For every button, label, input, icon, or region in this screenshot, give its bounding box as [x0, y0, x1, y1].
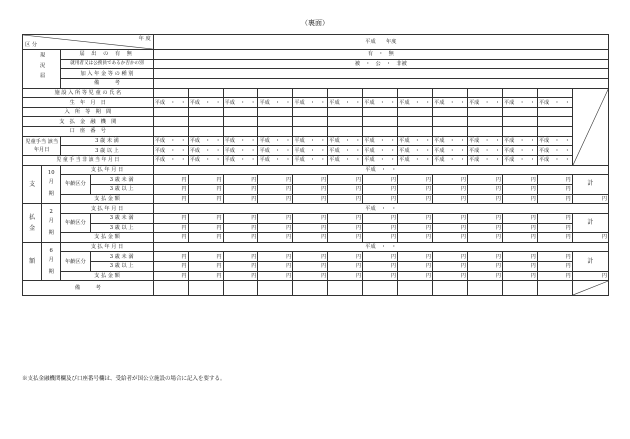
amount-cell[interactable]: 円	[293, 262, 328, 272]
genkyo-biko-value[interactable]	[153, 78, 608, 88]
date-cell[interactable]: 平成 ・ ・	[223, 136, 258, 146]
amount-cell[interactable]: 円	[363, 262, 398, 272]
amount-cell[interactable]: 円	[153, 194, 188, 204]
amount-cell[interactable]: 円	[433, 213, 468, 223]
amount-cell[interactable]: 円	[223, 252, 258, 262]
amount-cell[interactable]: 円	[153, 252, 188, 262]
date-cell[interactable]	[433, 107, 468, 117]
date-cell[interactable]	[363, 127, 398, 137]
date-cell[interactable]: 平成 ・ ・	[363, 156, 398, 166]
kinyu-label: 支 払 金 融 機 関	[23, 117, 154, 127]
date-cell[interactable]	[537, 117, 572, 127]
date-cell[interactable]	[467, 107, 502, 117]
amount-cell[interactable]: 円	[258, 194, 293, 204]
date-cell[interactable]: 平成 ・ ・	[537, 136, 572, 146]
amount-cell[interactable]: 円	[328, 213, 363, 223]
under3-label: 3 歳 未 満	[90, 175, 153, 185]
amount-cell[interactable]: 円	[502, 184, 537, 194]
amount-cell[interactable]: 円	[502, 175, 537, 185]
date-cell[interactable]: 平成 ・ ・	[223, 146, 258, 156]
pay-amount-label: 支 払 金 額	[61, 233, 153, 243]
under3-label: 3 歳 未 満	[90, 252, 153, 262]
todoke-label: 届 出 の 有 無	[61, 50, 153, 60]
pay-date-label: 支 払 年 月 日	[61, 242, 153, 252]
date-cell[interactable]: 平成 ・ ・	[258, 136, 293, 146]
date-cell[interactable]: 平成 ・ ・	[398, 156, 433, 166]
date-cell[interactable]	[223, 107, 258, 117]
amount-cell[interactable]: 円	[328, 223, 363, 233]
age-group-label: 年齢区分	[61, 252, 90, 271]
date-cell[interactable]	[502, 117, 537, 127]
cell[interactable]	[502, 281, 537, 296]
amount-cell[interactable]: 円	[537, 194, 572, 204]
amount-cell[interactable]: 円	[223, 233, 258, 243]
amount-cell[interactable]: 円	[223, 184, 258, 194]
over3-label: 3 歳 以 上	[90, 223, 153, 233]
amount-cell[interactable]: 円	[188, 262, 223, 272]
birth-label: 生 年 月 日	[23, 98, 154, 108]
date-cell[interactable]: 平成 ・ ・	[502, 136, 537, 146]
cell[interactable]	[467, 88, 502, 98]
amount-cell[interactable]: 円	[293, 252, 328, 262]
date-cell[interactable]: 平成 ・ ・	[153, 156, 188, 166]
date-cell[interactable]	[293, 107, 328, 117]
amount-cell[interactable]: 円	[293, 194, 328, 204]
amount-cell[interactable]: 円	[293, 233, 328, 243]
date-cell[interactable]: 平成 ・ ・	[188, 136, 223, 146]
amount-cell[interactable]: 円	[467, 271, 502, 281]
amount-cell[interactable]: 円	[433, 262, 468, 272]
pay-date-value[interactable]: 平成 ・ ・	[153, 242, 608, 252]
period-month-suffix: 月	[48, 218, 54, 225]
cell[interactable]	[537, 88, 572, 98]
amount-cell[interactable]: 円	[433, 271, 468, 281]
date-cell[interactable]: 平成 ・ ・	[328, 136, 363, 146]
shiharai-side-label	[23, 204, 42, 243]
cell[interactable]	[258, 281, 293, 296]
amount-cell[interactable]: 円	[537, 271, 572, 281]
jido-teate-label: 児童手当 該当年月日	[23, 136, 61, 155]
date-cell[interactable]	[398, 127, 433, 137]
date-cell[interactable]: 平成 ・ ・	[398, 136, 433, 146]
pay-amount-label: 支 払 金 額	[61, 194, 153, 204]
shiharai-side-label	[23, 165, 42, 204]
koza-label: 口 座 番 号	[23, 127, 154, 137]
amount-cell[interactable]: 円	[398, 223, 433, 233]
date-cell[interactable]: 平成 ・ ・	[328, 98, 363, 108]
amount-cell[interactable]: 円	[223, 223, 258, 233]
amount-cell[interactable]: 円	[433, 223, 468, 233]
amount-cell[interactable]: 円	[502, 262, 537, 272]
amount-cell[interactable]: 円	[293, 175, 328, 185]
amount-cell[interactable]: 円	[223, 194, 258, 204]
amount-cell[interactable]: 円	[153, 213, 188, 223]
amount-cell[interactable]: 円	[153, 223, 188, 233]
corner-diagonal	[23, 35, 153, 49]
amount-cell[interactable]: 円	[258, 233, 293, 243]
amount-cell[interactable]: 円	[258, 271, 293, 281]
amount-cell[interactable]: 円	[328, 252, 363, 262]
date-cell[interactable]: 平成 ・ ・	[433, 98, 468, 108]
date-cell[interactable]: 平成 ・ ・	[502, 146, 537, 156]
period-month: 6	[49, 247, 53, 254]
amount-cell[interactable]: 円	[537, 213, 572, 223]
amount-cell[interactable]: 円	[398, 213, 433, 223]
date-cell[interactable]	[398, 107, 433, 117]
pay-date-value[interactable]: 平成 ・ ・	[153, 204, 608, 214]
period-month: 2	[49, 209, 53, 216]
cell[interactable]	[223, 88, 258, 98]
date-cell[interactable]	[223, 127, 258, 137]
amount-total-cell[interactable]: 円	[572, 271, 608, 281]
amount-cell[interactable]: 円	[502, 194, 537, 204]
age-group-label: 年齢区分	[61, 175, 90, 194]
date-cell[interactable]	[502, 127, 537, 137]
date-cell[interactable]: 平成 ・ ・	[398, 146, 433, 156]
amount-cell[interactable]: 円	[328, 194, 363, 204]
amount-cell[interactable]: 円	[502, 271, 537, 281]
amount-cell[interactable]: 円	[398, 175, 433, 185]
amount-cell[interactable]: 円	[258, 252, 293, 262]
amount-cell[interactable]: 円	[433, 233, 468, 243]
date-cell[interactable]: 平成 ・ ・	[467, 98, 502, 108]
amount-cell[interactable]: 円	[363, 223, 398, 233]
amount-cell[interactable]: 円	[223, 175, 258, 185]
amount-cell[interactable]: 円	[398, 252, 433, 262]
date-cell[interactable]: 平成 ・ ・	[293, 146, 328, 156]
cell[interactable]	[258, 88, 293, 98]
age-group-label: 年齢区分	[61, 213, 90, 232]
amount-cell[interactable]: 円	[467, 175, 502, 185]
date-cell[interactable]: 平成 ・ ・	[363, 146, 398, 156]
amount-cell[interactable]: 円	[433, 175, 468, 185]
amount-cell[interactable]: 円	[328, 184, 363, 194]
nenkin-value[interactable]	[153, 69, 608, 79]
amount-cell[interactable]: 円	[398, 262, 433, 272]
amount-cell[interactable]: 円	[537, 175, 572, 185]
date-cell[interactable]: 平成 ・ ・	[188, 98, 223, 108]
amount-cell[interactable]: 円	[467, 262, 502, 272]
amount-cell[interactable]: 円	[223, 262, 258, 272]
date-cell[interactable]: 平成 ・ ・	[398, 98, 433, 108]
date-cell[interactable]: 平成 ・ ・	[258, 146, 293, 156]
amount-cell[interactable]: 円	[328, 175, 363, 185]
date-cell[interactable]: 平成 ・ ・	[153, 136, 188, 146]
date-cell[interactable]: 平成 ・ ・	[467, 146, 502, 156]
period-suffix: 期	[48, 191, 54, 198]
amount-cell[interactable]: 円	[502, 213, 537, 223]
amount-cell[interactable]: 円	[398, 184, 433, 194]
date-cell[interactable]: 平成 ・ ・	[433, 156, 468, 166]
amount-cell[interactable]: 円	[363, 194, 398, 204]
period-label	[42, 242, 61, 281]
date-cell[interactable]	[153, 127, 188, 137]
date-cell[interactable]: 平成 ・ ・	[467, 136, 502, 146]
amount-cell[interactable]: 円	[467, 223, 502, 233]
kubun-nendo-corner	[23, 35, 154, 50]
amount-cell[interactable]: 円	[537, 262, 572, 272]
biko-diagonal	[572, 281, 608, 296]
date-cell[interactable]	[153, 117, 188, 127]
amount-cell[interactable]: 円	[467, 252, 502, 262]
date-cell[interactable]	[293, 117, 328, 127]
period-month-suffix: 月	[48, 256, 54, 263]
amount-cell[interactable]: 円	[467, 194, 502, 204]
date-cell[interactable]: 平成 ・ ・	[537, 156, 572, 166]
amount-cell[interactable]: 円	[258, 184, 293, 194]
amount-cell[interactable]: 円	[258, 175, 293, 185]
amount-cell[interactable]: 円	[467, 213, 502, 223]
todoke-value[interactable]: 有 ・ 無	[153, 50, 608, 60]
amount-cell[interactable]: 円	[328, 262, 363, 272]
genkyo-biko-label: 備 考	[61, 78, 153, 88]
amount-cell[interactable]: 円	[223, 271, 258, 281]
pay-amount-label: 支 払 金 額	[61, 271, 153, 281]
cell[interactable]	[363, 281, 398, 296]
amount-cell[interactable]: 円	[188, 233, 223, 243]
period-label	[42, 204, 61, 243]
amount-cell[interactable]: 円	[537, 223, 572, 233]
date-cell[interactable]	[258, 117, 293, 127]
date-cell[interactable]: 平成 ・ ・	[258, 98, 293, 108]
date-cell[interactable]: 平成 ・ ・	[293, 98, 328, 108]
amount-cell[interactable]: 円	[467, 233, 502, 243]
date-cell[interactable]: 平成 ・ ・	[328, 156, 363, 166]
amount-cell[interactable]: 円	[502, 223, 537, 233]
genkyo-label	[23, 50, 61, 89]
amount-cell[interactable]: 円	[293, 271, 328, 281]
date-cell[interactable]	[433, 117, 468, 127]
shisetsu-diagonal	[572, 88, 608, 165]
amount-cell[interactable]: 円	[188, 194, 223, 204]
amount-cell[interactable]: 円	[398, 233, 433, 243]
date-cell[interactable]: 平成 ・ ・	[223, 98, 258, 108]
amount-cell[interactable]: 円	[433, 252, 468, 262]
date-cell[interactable]: 平成 ・ ・	[433, 146, 468, 156]
cell[interactable]	[293, 281, 328, 296]
period-suffix: 期	[48, 268, 54, 275]
date-cell[interactable]: 平成 ・ ・	[293, 156, 328, 166]
date-cell[interactable]	[328, 107, 363, 117]
date-cell[interactable]	[188, 107, 223, 117]
period-suffix: 期	[48, 230, 54, 237]
over3-label: 3 歳 以 上	[61, 146, 153, 156]
date-cell[interactable]	[363, 117, 398, 127]
year-value: 平成 年度	[153, 35, 608, 50]
side-char: 支	[29, 180, 36, 188]
date-cell[interactable]: 平成 ・ ・	[188, 156, 223, 166]
date-cell[interactable]: 平成 ・ ・	[502, 98, 537, 108]
amount-cell[interactable]: 円	[153, 184, 188, 194]
date-cell[interactable]: 平成 ・ ・	[328, 146, 363, 156]
diagonal-line	[573, 89, 608, 165]
under3-label: 3 歳 未 満	[61, 136, 153, 146]
cell[interactable]	[502, 88, 537, 98]
form-table	[22, 34, 609, 296]
amount-total-cell[interactable]: 円	[572, 194, 608, 204]
date-cell[interactable]: 平成 ・ ・	[537, 98, 572, 108]
period-month: 10	[47, 170, 55, 177]
cell[interactable]	[153, 281, 188, 296]
amount-cell[interactable]: 円	[328, 271, 363, 281]
amount-cell[interactable]: 円	[363, 252, 398, 262]
total-cell: 計	[572, 175, 608, 194]
over3-label: 3 歳 以 上	[90, 184, 153, 194]
amount-cell[interactable]: 円	[153, 262, 188, 272]
amount-cell[interactable]: 円	[398, 194, 433, 204]
total-cell: 計	[572, 252, 608, 271]
biko-bottom-label: 備 考	[23, 281, 154, 296]
date-cell[interactable]: 平成 ・ ・	[502, 156, 537, 166]
cell[interactable]	[188, 88, 223, 98]
amount-cell[interactable]: 円	[502, 233, 537, 243]
date-cell[interactable]: 平成 ・ ・	[537, 146, 572, 156]
amount-cell[interactable]: 円	[188, 213, 223, 223]
side-char: 額	[29, 258, 36, 266]
diagonal-line	[573, 281, 608, 295]
cell[interactable]	[433, 88, 468, 98]
total-cell: 計	[572, 213, 608, 232]
cell[interactable]	[188, 281, 223, 296]
date-cell[interactable]: 平成 ・ ・	[153, 98, 188, 108]
amount-cell[interactable]: 円	[537, 233, 572, 243]
amount-cell[interactable]: 円	[258, 223, 293, 233]
amount-cell[interactable]: 円	[363, 213, 398, 223]
amount-cell[interactable]: 円	[433, 194, 468, 204]
date-cell[interactable]: 平成 ・ ・	[363, 136, 398, 146]
amount-cell[interactable]: 円	[293, 223, 328, 233]
under3-label: 3 歳 未 満	[90, 213, 153, 223]
cell[interactable]	[223, 281, 258, 296]
date-cell[interactable]	[537, 127, 572, 137]
cell[interactable]	[433, 281, 468, 296]
pay-date-label: 支 払 年 月 日	[61, 204, 153, 214]
date-cell[interactable]	[363, 107, 398, 117]
cell[interactable]	[467, 281, 502, 296]
hitaisho-label: 児 童 手 当 非 該 当 年 月 日	[23, 156, 154, 166]
shiharai-side-label	[23, 242, 42, 281]
amount-cell[interactable]: 円	[363, 184, 398, 194]
amount-cell[interactable]: 円	[188, 175, 223, 185]
amount-cell[interactable]: 円	[188, 223, 223, 233]
date-cell[interactable]: 平成 ・ ・	[467, 156, 502, 166]
cell[interactable]	[153, 88, 188, 98]
date-cell[interactable]	[188, 127, 223, 137]
pay-date-label: 支 払 年 月 日	[61, 165, 153, 175]
amount-cell[interactable]: 円	[153, 175, 188, 185]
amount-cell[interactable]: 円	[502, 252, 537, 262]
amount-cell[interactable]: 円	[293, 184, 328, 194]
amount-cell[interactable]: 円	[188, 252, 223, 262]
amount-cell[interactable]: 円	[363, 233, 398, 243]
date-cell[interactable]: 平成 ・ ・	[153, 146, 188, 156]
form-table-wrapper	[22, 34, 609, 296]
shuyosha-value[interactable]: 被 ・ 公 ・ 非被	[153, 59, 608, 69]
cell[interactable]	[328, 281, 363, 296]
amount-cell[interactable]: 円	[188, 271, 223, 281]
date-cell[interactable]	[153, 107, 188, 117]
date-cell[interactable]: 平成 ・ ・	[258, 156, 293, 166]
amount-cell[interactable]: 円	[153, 233, 188, 243]
jido-name-label: 施 設 入 所 等 児 童 の 氏 名	[23, 88, 154, 98]
shuyosha-label: 就用者又は公務員であるか否かの別	[61, 59, 153, 69]
amount-cell[interactable]: 円	[433, 184, 468, 194]
date-cell[interactable]: 平成 ・ ・	[433, 136, 468, 146]
amount-cell[interactable]: 円	[363, 271, 398, 281]
side-char: 金	[29, 225, 36, 233]
cell[interactable]	[328, 88, 363, 98]
date-cell[interactable]	[188, 117, 223, 127]
date-cell[interactable]	[467, 117, 502, 127]
cell[interactable]	[398, 281, 433, 296]
period-month-suffix: 月	[48, 179, 54, 186]
cell[interactable]	[363, 88, 398, 98]
date-cell[interactable]: 平成 ・ ・	[188, 146, 223, 156]
amount-cell[interactable]: 円	[328, 233, 363, 243]
date-cell[interactable]	[293, 127, 328, 137]
date-cell[interactable]	[502, 107, 537, 117]
date-cell[interactable]	[537, 107, 572, 117]
amount-cell[interactable]: 円	[537, 184, 572, 194]
amount-cell[interactable]: 円	[258, 213, 293, 223]
cell[interactable]	[293, 88, 328, 98]
amount-total-cell[interactable]: 円	[572, 233, 608, 243]
date-cell[interactable]	[258, 127, 293, 137]
amount-cell[interactable]: 円	[188, 184, 223, 194]
amount-cell[interactable]: 円	[363, 175, 398, 185]
side-char: 払	[29, 214, 36, 222]
amount-cell[interactable]: 円	[467, 184, 502, 194]
page-title: （裏面）	[301, 19, 329, 27]
nyusho-label: 入 所 等 期 間	[23, 107, 154, 117]
date-cell[interactable]	[467, 127, 502, 137]
date-cell[interactable]	[258, 107, 293, 117]
date-cell[interactable]	[433, 127, 468, 137]
amount-cell[interactable]: 円	[398, 271, 433, 281]
date-cell[interactable]	[223, 117, 258, 127]
date-cell[interactable]	[328, 127, 363, 137]
date-cell[interactable]: 平成 ・ ・	[293, 136, 328, 146]
cell[interactable]	[398, 88, 433, 98]
over3-label: 3 歳 以 上	[90, 262, 153, 272]
date-cell[interactable]: 平成 ・ ・	[223, 156, 258, 166]
cell[interactable]	[537, 281, 572, 296]
amount-cell[interactable]: 円	[258, 262, 293, 272]
nenkin-label: 加 入 年 金 等 の 種 別	[61, 69, 153, 79]
period-label	[42, 165, 61, 204]
amount-cell[interactable]: 円	[153, 271, 188, 281]
date-cell[interactable]	[398, 117, 433, 127]
kubun-label: 区 分	[25, 42, 38, 48]
date-cell[interactable]	[328, 117, 363, 127]
amount-cell[interactable]: 円	[223, 213, 258, 223]
amount-cell[interactable]: 円	[537, 252, 572, 262]
genkyo-text: 現況届	[39, 51, 46, 83]
footnote: ※支払金融機関欄及び口座番号欄は、受給者が国公立施設の場合に記入を要する。	[22, 376, 226, 382]
amount-cell[interactable]: 円	[293, 213, 328, 223]
nendo-label: 年 度	[138, 36, 151, 42]
date-cell[interactable]: 平成 ・ ・	[363, 98, 398, 108]
pay-date-value[interactable]: 平成 ・ ・	[153, 165, 608, 175]
